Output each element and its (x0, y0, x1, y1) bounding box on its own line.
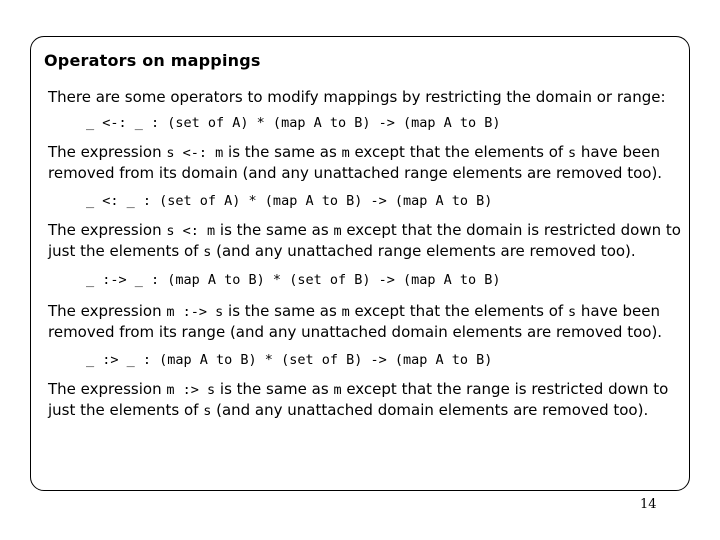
variable-s: s (203, 403, 212, 419)
slide-title: Operators on mappings (44, 51, 261, 70)
operator-description-range-restrict (48, 379, 684, 421)
desc-text: The expression (48, 143, 167, 161)
expression-code: s <-: m (166, 145, 224, 161)
variable-s: s (567, 304, 577, 320)
desc-text: (and any unattached domain elements are removed too). (211, 401, 649, 419)
desc-text: except that the elements of (349, 143, 568, 161)
variable-m: m (333, 223, 342, 239)
operator-signature-domain-restrict: _ <: _ : (set of A) * (map A to B) -> (map A to B) (86, 193, 493, 209)
slide-body (48, 87, 684, 421)
desc-text: The expression (48, 380, 167, 398)
variable-m: m (341, 304, 350, 320)
expression-code: m :> s (166, 382, 216, 398)
desc-text: except that the elements of (349, 302, 568, 320)
desc-text: have been removed from its range (and any unattached domain elements are removed too). (48, 302, 663, 341)
operator-description-range-subtract (48, 301, 684, 342)
desc-text: (and any unattached range elements are removed too). (211, 242, 636, 260)
desc-text: is the same as (215, 380, 334, 398)
operator-description-domain-subtract (48, 142, 684, 183)
desc-text: except that the range is restricted down to just the elements of (48, 380, 669, 419)
desc-text: is the same as (223, 143, 342, 161)
intro-text: There are some operators to modify mappings by restricting the domain or range: (48, 88, 666, 106)
desc-text: is the same as (215, 221, 334, 239)
operator-signature-range-subtract: _ :-> _ : (map A to B) * (set of B) -> (map A to B) (86, 272, 501, 288)
operator-description-domain-restrict (48, 220, 684, 262)
variable-m: m (341, 145, 350, 161)
variable-s: s (203, 244, 212, 260)
expression-code: m :-> s (166, 304, 224, 320)
desc-text: is the same as (223, 302, 342, 320)
variable-m: m (333, 382, 342, 398)
operator-signature-range-restrict: _ :> _ : (map A to B) * (set of B) -> (map A to B) (86, 352, 493, 368)
page-number: 14 (640, 497, 657, 512)
desc-text: except that the domain is restricted down to just the elements of (48, 221, 681, 260)
desc-text: The expression (48, 221, 167, 239)
variable-s: s (567, 145, 577, 161)
expression-code: s <: m (166, 223, 216, 239)
operator-signature-domain-subtract: _ <-: _ : (set of A) * (map A to B) -> (map A to B) (86, 115, 501, 131)
desc-text: The expression (48, 302, 167, 320)
desc-text: have been removed from its domain (and any unattached range elements are removed too). (48, 143, 663, 182)
